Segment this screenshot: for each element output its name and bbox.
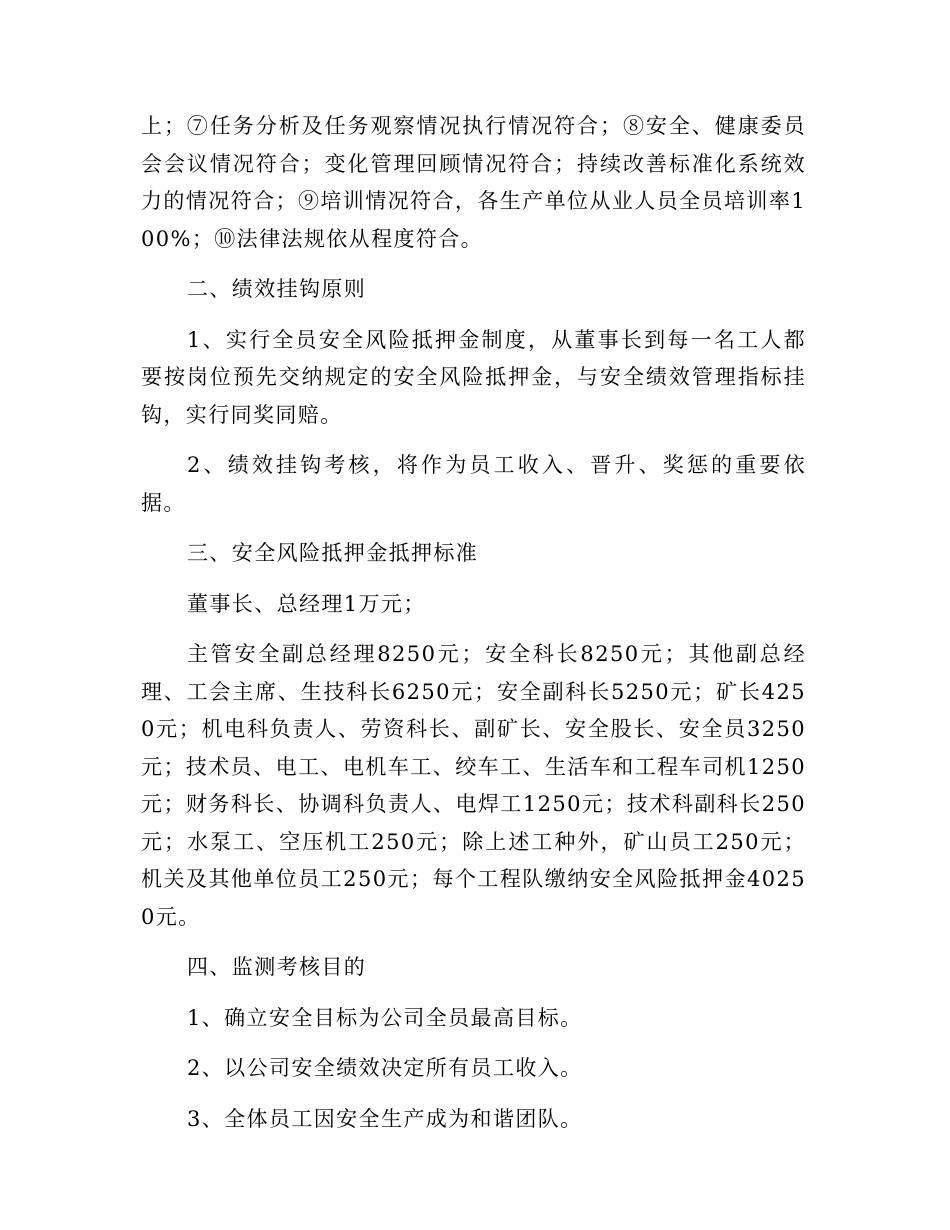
paragraph-deposit-system: 1、实行全员安全风险抵押金制度，从董事长到每一名工人都要按岗位预先交纳规定的安全风险抵押金，与安全绩效管理指标挂钩，实行同奖同赔。: [141, 327, 806, 427]
document-body: [141, 108, 806, 1138]
list-item-goal-3: 3、全体员工因安全生产成为和谐团队。: [187, 1106, 583, 1131]
paragraph-deposit-standards: 主管安全副总经理8250元；安全科长8250元；其他副总经理、工会主席、生技科长6250元；安全副科长5250元；矿长4250元；机电科负责人、劳资科长、副矿长、安全股长、安全员3250元；技术员、电工、电机车工、绞车工、生活车和工程车司机1250元；财务科长、协调科负责人、电焊工1250元；技术科副科长250元；水泵工、空压机工250元；除上述工种外，矿山员工250元；机关及其他单位员工250元；每个工程队缴纳安全风险抵押金40250元。: [141, 642, 806, 929]
section-heading-2: 二、绩效挂钩原则: [187, 277, 367, 301]
paragraph-assessment-basis: 2、绩效挂钩考核，将作为员工收入、晋升、奖惩的重要依据。: [141, 453, 806, 515]
section-heading-4: 四、监测考核目的: [187, 955, 367, 979]
paragraph-chairman-deposit: 董事长、总经理1万元；: [187, 591, 426, 616]
list-item-goal-2: 2、以公司安全绩效决定所有员工收入。: [187, 1056, 583, 1080]
list-item-goal-1: 1、确立安全目标为公司全员最高目标。: [187, 1005, 583, 1030]
section-heading-3: 三、安全风险抵押金抵押标准: [187, 541, 479, 565]
paragraph-continuation: 上；⑦任务分析及任务观察情况执行情况符合；⑧安全、健康委员会会议情况符合；变化管理回顾情况符合；持续改善标准化系统效力的情况符合；⑨培训情况符合，各生产单位从业人员全员培训率100%；⑩法律法规依从程度符合。: [141, 114, 806, 251]
